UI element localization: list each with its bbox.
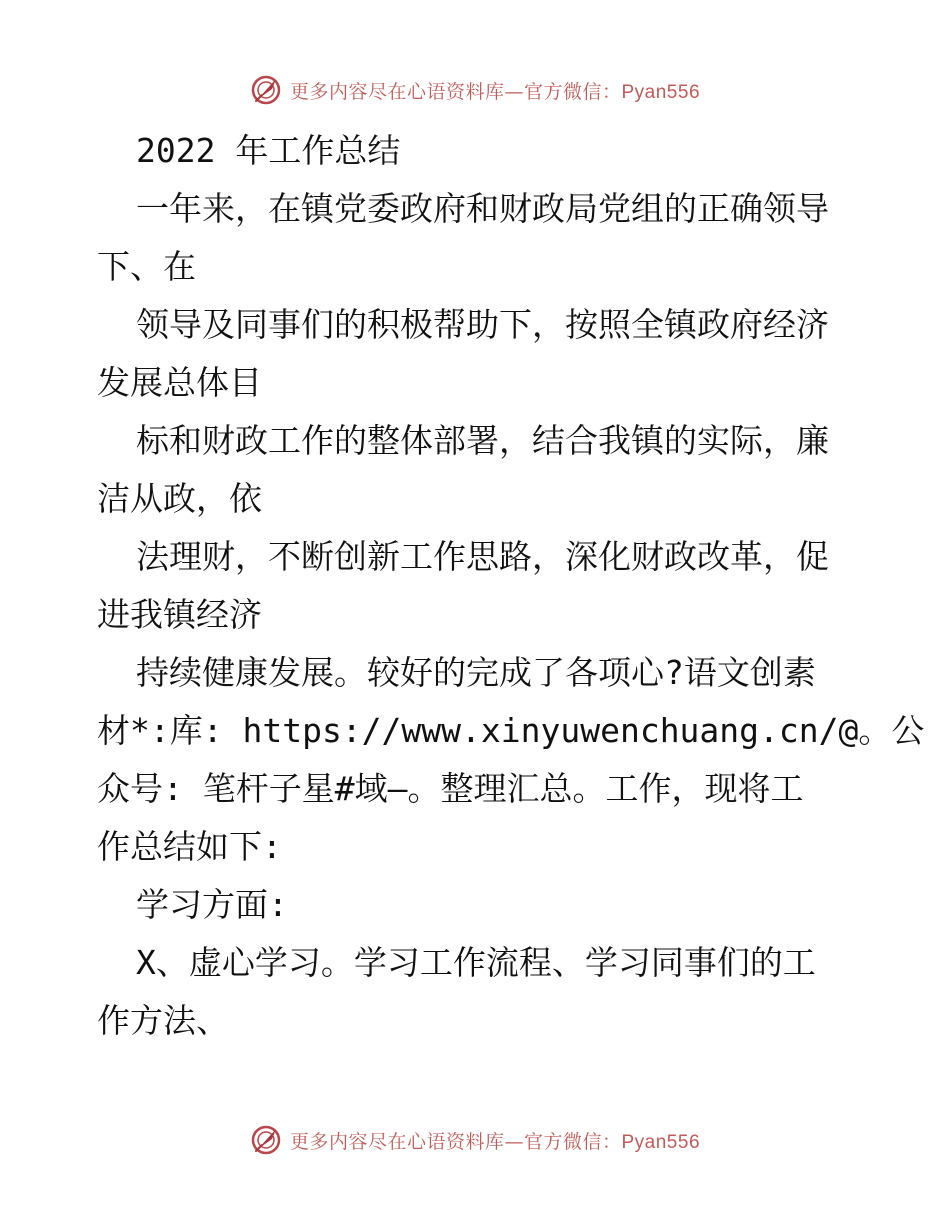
paragraph-line: 一年来，在镇党委政府和财政局党组的正确领导 — [136, 189, 829, 228]
paragraph-line: X、虚心学习。学习工作流程、学习同事们的工 — [136, 943, 816, 982]
paragraph-line: 持续健康发展。较好的完成了各项心?语文创素 — [136, 653, 816, 692]
footer-banner — [0, 1120, 950, 1160]
paragraph-line: 作总结如下: — [97, 827, 282, 866]
paragraph-line: 发展总体目 — [97, 363, 262, 402]
paragraph-line: 进我镇经济 — [97, 595, 262, 634]
paragraph-line: 法理财，不断创新工作思路，深化财政改革，促 — [136, 537, 829, 576]
paragraph-line: 下、在 — [97, 247, 196, 286]
document-body — [97, 122, 925, 1050]
header-banner-wechat: 官方微信：Pyan556 — [524, 81, 701, 103]
header-banner — [0, 70, 950, 110]
header-banner-text — [290, 77, 700, 104]
paragraph-line: 作方法、 — [97, 1001, 229, 1040]
document-title: 2022 年工作总结 — [136, 131, 401, 170]
footer-banner-text — [290, 1127, 700, 1154]
quill-pen-logo-icon — [250, 1124, 282, 1156]
footer-banner-title: 更多内容尽在心语资料库 — [289, 1130, 505, 1153]
paragraph-line: 众号: 笔杆子星#域—。整理汇总。工作，现将工 — [97, 769, 804, 808]
header-banner-title: 更多内容尽在心语资料库 — [289, 80, 505, 103]
header-banner-dash: — — [504, 80, 524, 103]
paragraph-line: 材*:库: https://www.xinyuwenchuang.cn/@。公 — [97, 711, 925, 750]
quill-pen-logo-icon — [250, 74, 282, 106]
paragraph-line: 洁从政，依 — [97, 479, 262, 518]
section-heading: 学习方面: — [136, 885, 288, 924]
footer-banner-dash: — — [504, 1130, 524, 1153]
paragraph-line: 领导及同事们的积极帮助下，按照全镇政府经济 — [136, 305, 829, 344]
paragraph-line: 标和财政工作的整体部署，结合我镇的实际，廉 — [136, 421, 829, 460]
footer-banner-wechat: 官方微信：Pyan556 — [524, 1131, 701, 1153]
